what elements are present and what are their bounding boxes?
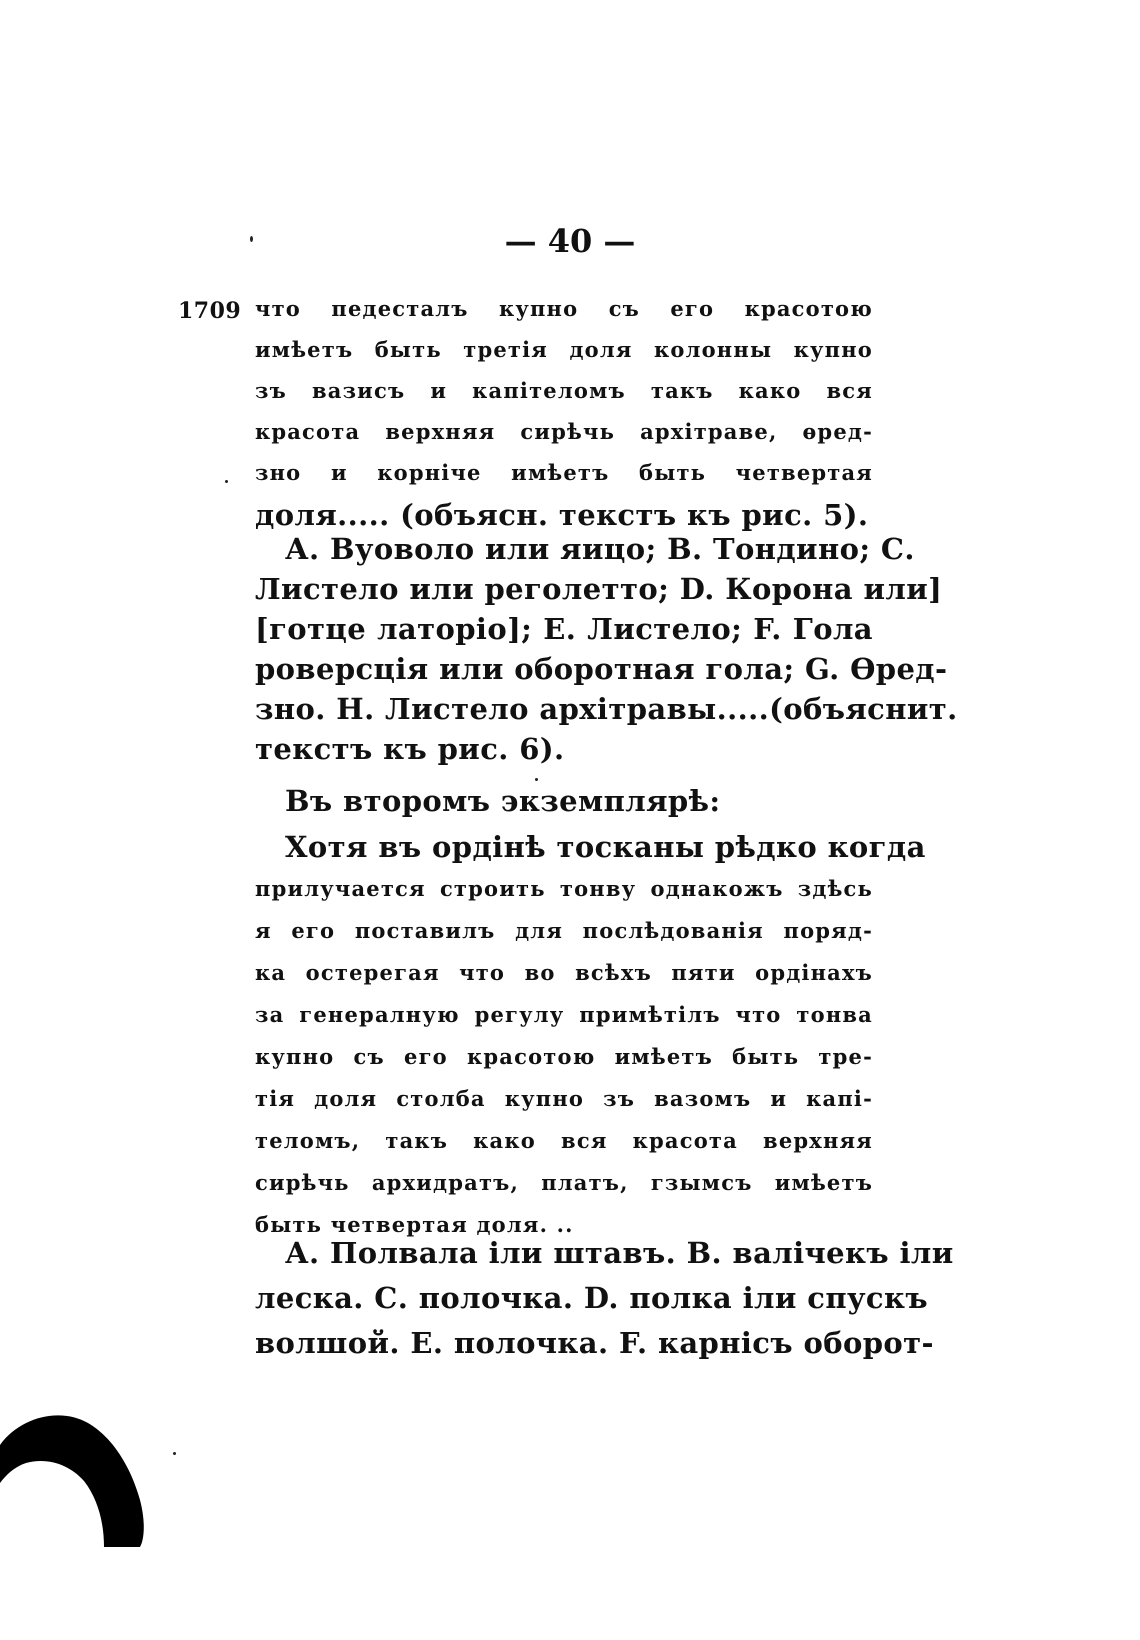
text-line: [готце латоріо]; Е. Листело; F. Гола [255,612,873,646]
text-line: что педесталъ купно съ его красотою [255,296,873,321]
page-number: — 40 — [504,222,636,260]
text-line: тія доля столба купно зъ вазомъ и капі- [255,1086,873,1111]
text-line: быть четвертая доля. .. [255,1212,574,1237]
scan-speck [173,1452,176,1455]
year-marginal-note: 1709 [178,298,242,324]
text-line: А. Полвала іли штавъ. В. валічекъ іли [285,1236,954,1270]
text-line: волшой. Е. полочка. F. карнісъ оборот- [255,1326,934,1360]
text-line: текстъ къ рис. 6). [255,732,565,766]
text-line: прилучается строить тонву однакожъ здѣсь [255,876,873,901]
text-line: зно. Н. Листело архітравы.....(объяснит. [255,692,958,726]
text-line: я его поставилъ для послѣдованія поряд- [255,918,873,943]
paragraph-1 [255,288,873,537]
text-line: Хотя въ ордінѣ тосканы рѣдко когда [285,830,926,864]
text-line: зно и корніче имѣетъ быть четвертая [255,460,873,485]
text-line: за генералную регулу примѣтілъ что тонва [255,1002,873,1027]
section-heading: Въ второмъ экземплярѣ: [285,784,721,818]
text-line: теломъ, такъ како вся красота верхняя [255,1128,873,1153]
text-line: ка остерегая что во всѣхъ пяти ордінахъ [255,960,873,985]
scan-ink-blot [0,1395,160,1555]
scan-speck [250,236,253,242]
text-line: роверсція или оборотная гола; G. Ѳред- [255,652,948,686]
scan-speck [535,778,538,781]
paragraph-4 [255,826,926,1246]
text-line: леска. С. полочка. D. полка іли спускъ [255,1281,928,1315]
text-line: красота верхняя сирѣчь архітраве, ѳред- [255,419,873,444]
text-line: А. Вуоволо или яицо; В. Тондино; С. [285,532,915,566]
scan-speck [225,480,228,483]
text-line: доля..... (объясн. текстъ къ рис. 5). [255,498,869,532]
text-line: сирѣчь архидратъ, платъ, гзымсъ имѣетъ [255,1170,873,1195]
text-line: зъ вазисъ и капітеломъ такъ како вся [255,378,873,403]
paragraph-2 [255,529,958,769]
text-line: купно съ его красотою имѣетъ быть тре- [255,1044,873,1069]
text-line: Листело или реголетто; D. Корона или] [255,572,943,606]
heading-block [255,779,873,823]
paragraph-5 [255,1231,954,1366]
text-line: имѣетъ быть третія доля колонны купно [255,337,873,362]
